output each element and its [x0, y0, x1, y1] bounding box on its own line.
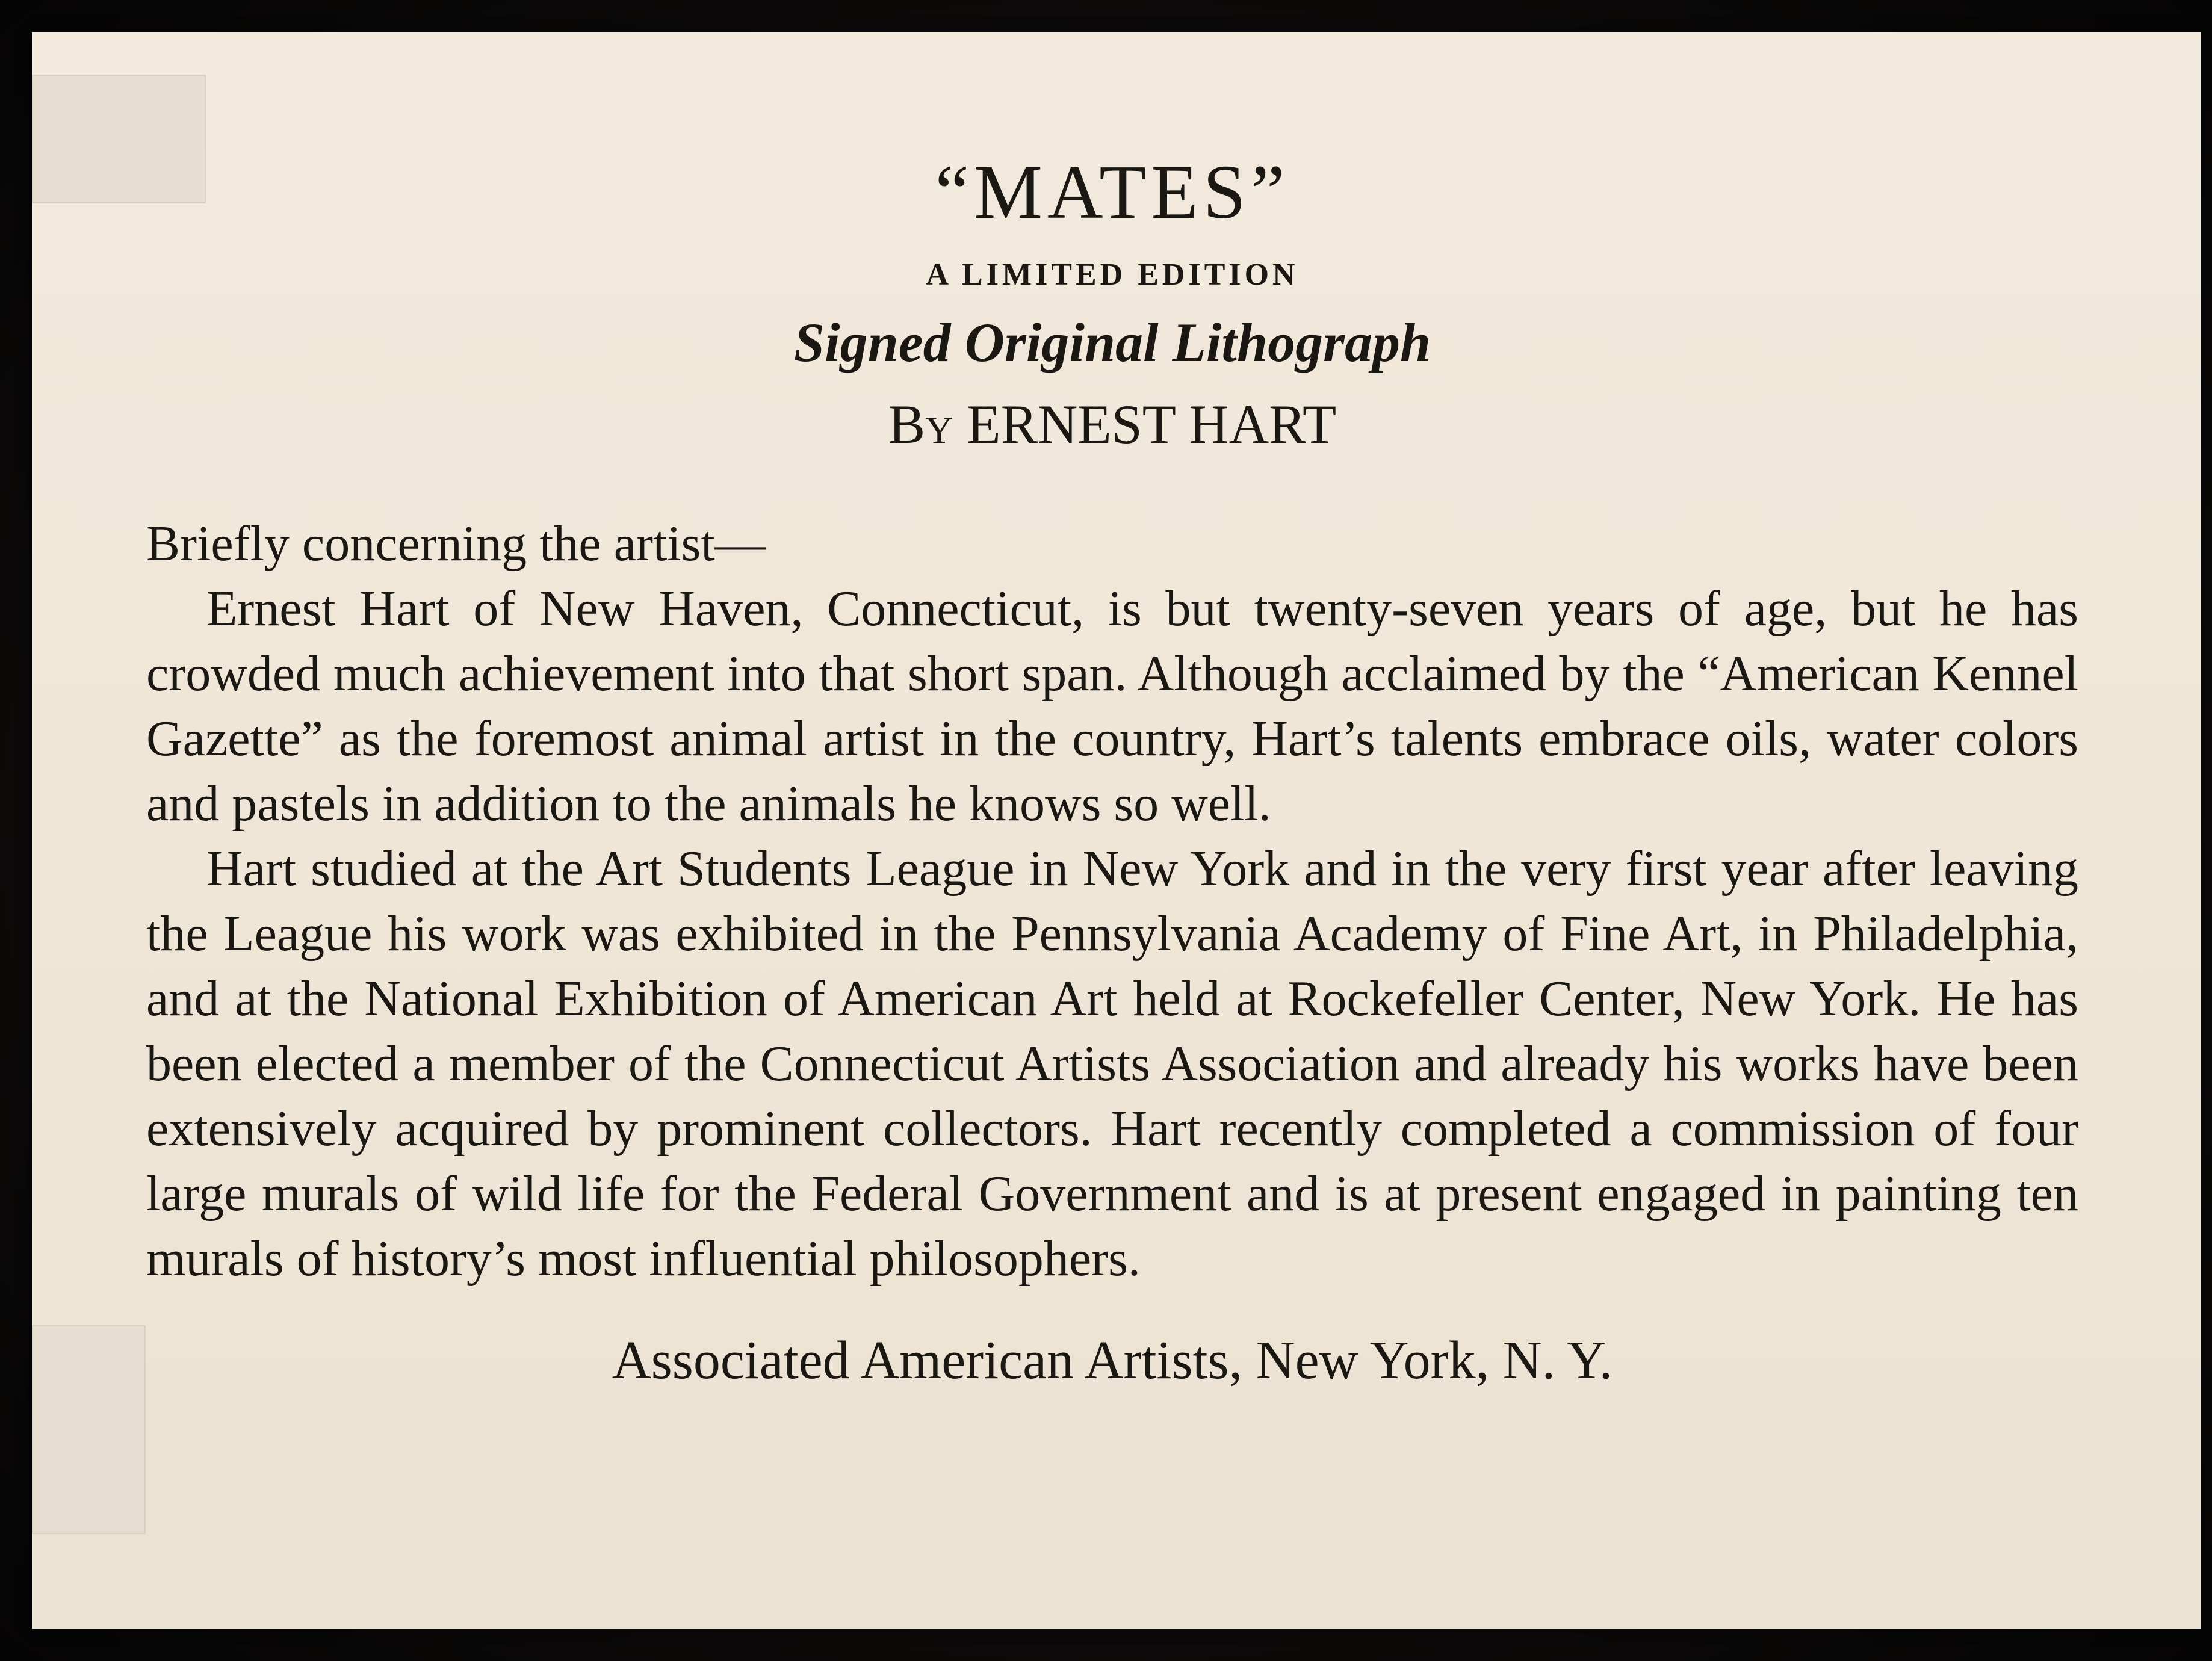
byline-prefix: By: [888, 394, 953, 455]
tape-strip-bottom: [32, 1325, 146, 1534]
body-text: [146, 512, 2078, 1291]
intro-line: Briefly concerning the artist—: [146, 516, 766, 572]
edition-label: A LIMITED EDITION: [926, 258, 1299, 292]
card-text: [146, 117, 2078, 1394]
artist-name: ERNEST HART: [967, 394, 1337, 455]
publisher-line: Associated American Artists, New York, N. Y.: [612, 1331, 1613, 1390]
document-card: [32, 32, 2201, 1629]
byline: [146, 391, 2078, 457]
paragraph-1: Ernest Hart of New Haven, Connecticut, is but twenty-seven years of age, but he has crowded much achievement into that short span. Although acclaimed by the “American Kennel Gazette” as the foremost animal artist in the country, Hart’s talents embrace oils, water colors and pastels in addition to the animals he knows so well.: [146, 581, 2078, 832]
document-title: “MATES”: [935, 149, 1290, 235]
paragraph-2: Hart studied at the Art Students League in New York and in the very first year after leaving the League his work was exhibited in the Pennsylvania Academy of Fine Art, in Philadelphia, and at the National Exhibition of American Art held at Rockefeller Center, New York. He has been elected a member of the Connecticut Artists Association and already his works have been extensively acquired by prominent collectors. Hart recently completed a commission of four large murals of wild life for the Federal Government and is at present engaged in painting ten murals of history’s most influential philosophers.: [146, 841, 2078, 1287]
subtitle: Signed Original Lithograph: [793, 312, 1431, 373]
